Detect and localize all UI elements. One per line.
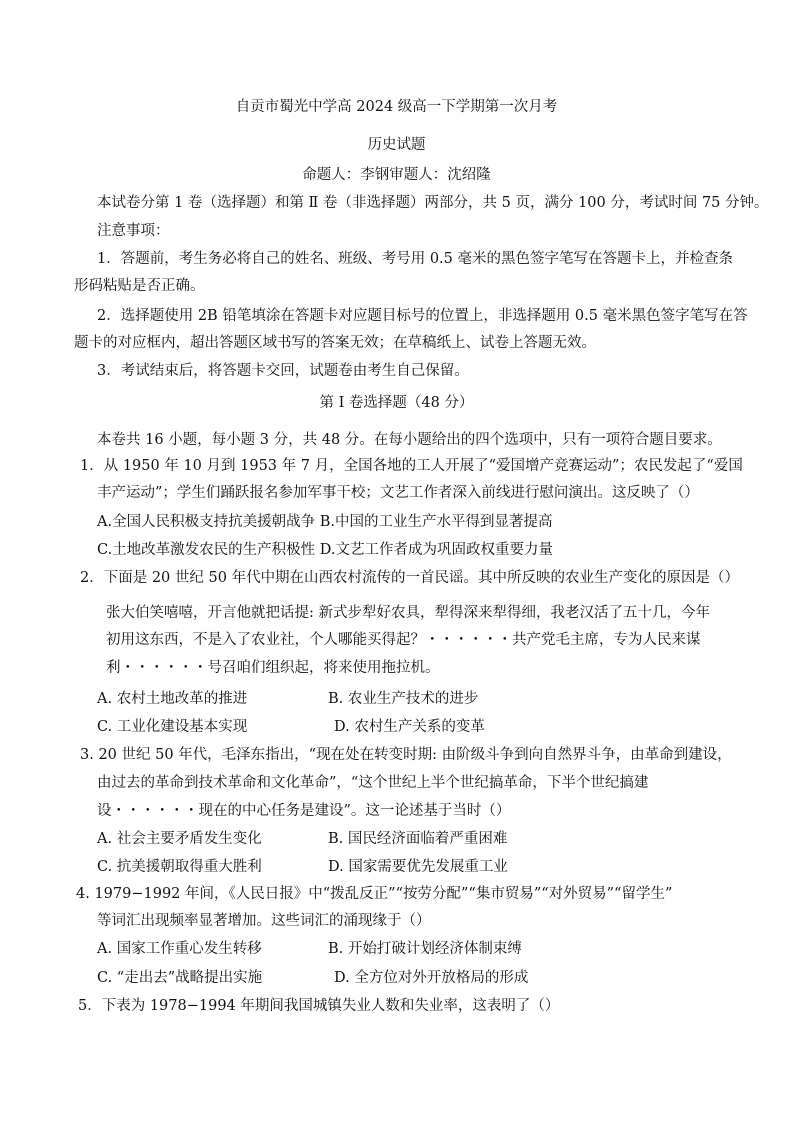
question-4-option-b: B. 开始打破计划经济体制束缚 xyxy=(328,941,522,957)
question-2-option-b: B. 农业生产技术的进步 xyxy=(328,691,479,707)
exam-title: 自贡市蜀光中学高 2024 级高一下学期第一次月考 xyxy=(235,99,558,115)
question-3-option-a: A. 社会主要矛盾发生变化 xyxy=(97,831,262,847)
question-4-line-2: 等词汇出现频率显著增加。这些词汇的涌现缘于（） xyxy=(97,913,431,929)
question-2-quote-1: 张大伯笑嘻嘻，开言他就把话提: 新式步犁好农具，犁得深来犁得细，我老汉活了五十几，今年 xyxy=(106,605,710,621)
question-4-line-1: 4. 1979−1992 年间，《人民日报》中“拨乱反正”“按劳分配”“集市贸易”“对外贸易”“留学生” xyxy=(76,886,673,902)
authors-line: 命题人：李钢审题人：沈绍隆 xyxy=(302,167,491,183)
question-3-line-3: 设・・・・・・现在的中心任务是建设”。这一论述基于当时（） xyxy=(97,803,511,819)
question-3-option-d: D. 国家需要优先发展重工业 xyxy=(328,859,508,875)
note-2-line-2: 题卡的对应框内，超出答题区域书写的答案无效；在草稿纸上、试卷上答题无效。 xyxy=(74,335,596,351)
note-1-line-1: 1．答题前，考生务必将自己的姓名、班级、考号用 0.5 毫米的黑色签字笔写在答题卡上，并检查条 xyxy=(97,251,733,267)
note-3-line-1: 3．考试结束后，将答题卡交回，试题卷由考生自己保留。 xyxy=(97,363,469,379)
intro-text: 本试卷分第 1 卷（选择题）和第 Ⅱ 卷（非选择题）两部分，共 5 页，满分 100 分，考试时间 75 分钟。 xyxy=(97,195,769,211)
question-1-options-row-1: A.全国人民积极支持抗美援朝战争 B.中国的工业生产水平得到显著提高 xyxy=(97,514,553,530)
note-1-line-2: 形码粘贴是否正确。 xyxy=(74,278,205,294)
question-2-option-d: D. 农村生产关系的变革 xyxy=(334,719,485,735)
question-4-option-d: D. 全方位对外开放格局的形成 xyxy=(334,970,529,986)
section-desc: 本卷共 16 小题，每小题 3 分，共 48 分。在每小题给出的四个选项中，只有一项符合题目要求。 xyxy=(97,432,722,448)
question-3-option-b: B. 国民经济面临着严重困难 xyxy=(328,831,508,847)
question-4-option-c: C. “走出去”战略提出实施 xyxy=(97,970,263,986)
question-1-line-1: 1．从 1950 年 10 月到 1953 年 7 月，全国各地的工人开展了“爱国增产竞赛运动”；农民发起了“爱国 xyxy=(80,458,743,474)
section-title: 第 I 卷选择题（48 分） xyxy=(319,395,474,411)
subject-title: 历史试题 xyxy=(367,137,426,153)
question-3-option-c: C. 抗美援朝取得重大胜利 xyxy=(97,859,262,875)
question-2-quote-2: 初用这东西，不是入了农业社，个人哪能买得起？・・・・・・共产党毛主席，专为人民来谋 xyxy=(106,632,701,648)
question-2-option-c: C. 工业化建设基本实现 xyxy=(97,719,248,735)
question-1-line-2: 丰产运动”；学生们踊跃报名参加军事干校；文艺工作者深入前线进行慰问演出。这反映了（） xyxy=(97,485,699,501)
question-2-option-a: A. 农村土地改革的推进 xyxy=(97,691,248,707)
question-3-line-1: 3. 20 世纪 50 年代，毛泽东指出，“现在处在转变时期: 由阶级斗争到向自然界斗争，由革命到建设， xyxy=(80,747,732,763)
question-4-option-a: A. 国家工作重心发生转移 xyxy=(97,941,262,957)
question-1-options-row-2: C.土地改革激发农民的生产积极性 D.文艺工作者成为巩固政权重要力量 xyxy=(97,542,554,558)
note-2-line-1: 2．选择题使用 2B 铅笔填涂在答题卡对应题目标号的位置上，非选择题用 0.5 毫米黑色签字笔写在答 xyxy=(97,308,748,324)
question-2-quote-3: 利・・・・・・号召咱们组织起，将来使用拖拉机。 xyxy=(106,660,440,676)
question-3-line-2: 由过去的革命到技术革命和文化革命”，“这个世纪上半个世纪搞革命，下半个世纪搞建 xyxy=(97,775,649,791)
question-5-line-1: 5．下表为 1978−1994 年期间我国城镇失业人数和失业率，这表明了（） xyxy=(78,998,560,1014)
question-2-line-1: 2．下面是 20 世纪 50 年代中期在山西农村流传的一首民谣。其中所反映的农业生产变化的原因是（） xyxy=(80,570,740,586)
notes-heading: 注意事项： xyxy=(97,223,170,239)
